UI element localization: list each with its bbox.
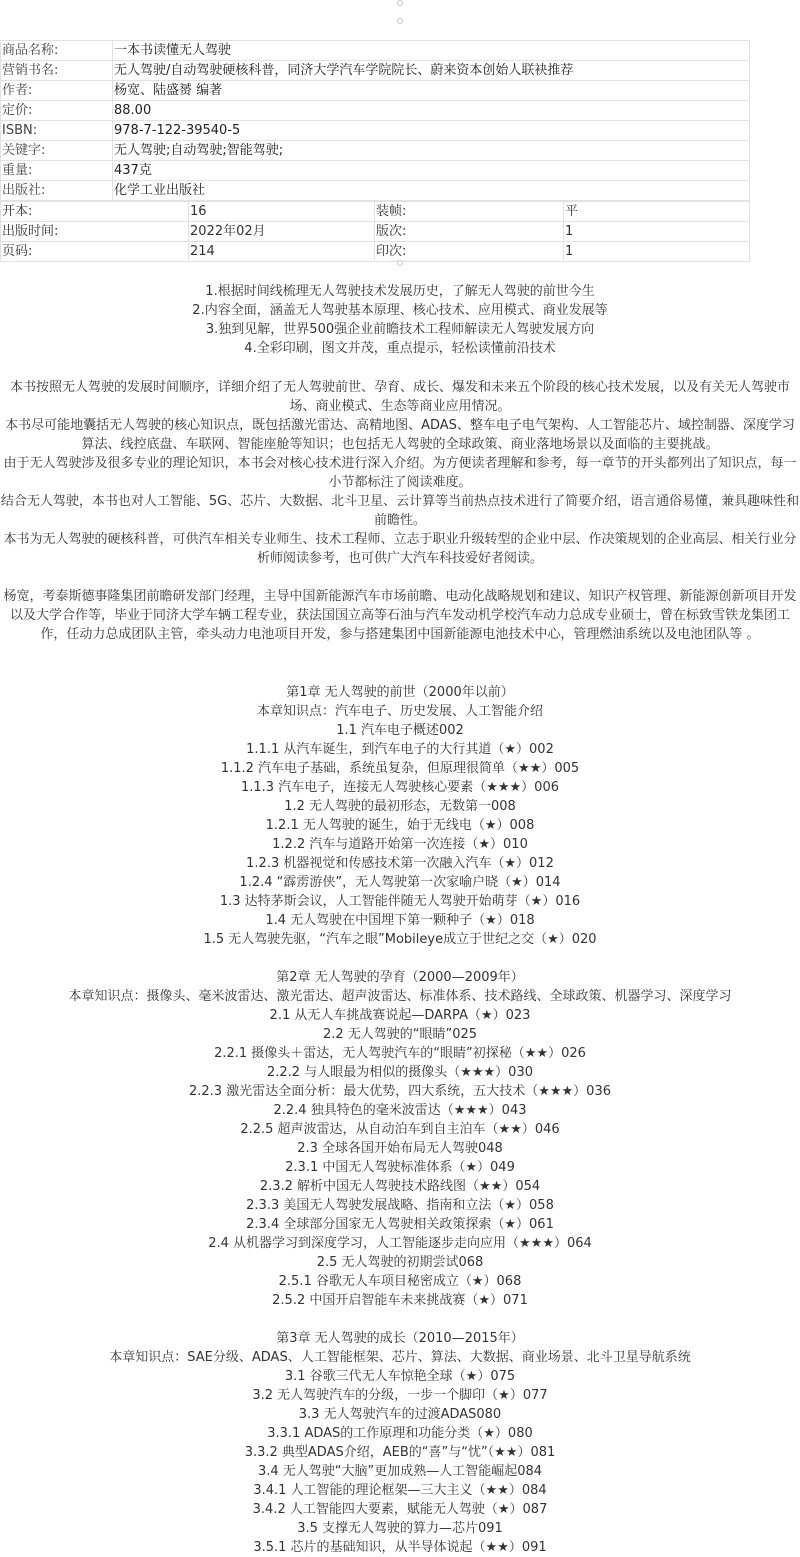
toc-entry: 3.3 无人驾驶汽车的过渡ADAS080 bbox=[298, 1407, 502, 1422]
toc-entry: 3.2 无人驾驶汽车的分级，一步一个脚印（★）077 bbox=[252, 1388, 548, 1403]
description-paragraph: 本书按照无人驾驶的发展时间顺序，详细介绍了无人驾驶前世、孕育、成长、爆发和未来五个阶段的核心技术发展，以及有关无人驾驶市场、商业模式、生态等商业应用情况。 bbox=[9, 380, 790, 414]
detail-label: 出版时间: bbox=[1, 222, 189, 242]
toc-spacer bbox=[0, 949, 800, 968]
description-section bbox=[0, 378, 800, 568]
toc-entry: 第3章 无人驾驶的成长（2010—2015年） bbox=[276, 1331, 524, 1346]
info-label: 重量: bbox=[1, 161, 113, 181]
info-label: 关键字: bbox=[1, 141, 113, 161]
author-bio: 杨宽，考泰斯德事隆集团前瞻研发部门经理，主导中国新能源汽车市场前瞻、电动化战略规划和建议、知识产权管理、新能源创新项目开发以及大学合作等，毕业于同济大学车辆工程专业，获法国国立高等石油与汽车发动机学校汽车动力总成专业硕士，曾在标致雪铁龙集团工作，任动力总成团队主管，牵头动力电池项目开发，参与搭建集团中国新能源电池技术中心，管理燃油系统以及电池团队等 。 bbox=[3, 589, 797, 642]
toc-entry: 2.2.3 激光雷达全面分析：最大优势，四大系统，五大技术（★★★）036 bbox=[189, 1084, 611, 1099]
info-row bbox=[1, 101, 750, 121]
highlight-item: 2.内容全面，涵盖无人驾驶基本原理、核心技术、应用模式、商业发展等 bbox=[192, 303, 608, 318]
detail-value: 平 bbox=[564, 202, 750, 222]
toc-entry: 3.3.2 典型ADAS介绍，AEB的“喜”与“忧”（★★）081 bbox=[244, 1445, 556, 1460]
info-label: ISBN: bbox=[1, 121, 113, 141]
highlights-section bbox=[0, 282, 800, 358]
toc-entry: 2.3.1 中国无人驾驶标准体系（★）049 bbox=[285, 1160, 515, 1175]
toc-entry: 1.5 无人驾驶先驱，“汽车之眼”Mobileye成立于世纪之交（★）020 bbox=[203, 932, 597, 947]
info-row bbox=[1, 121, 750, 141]
toc-entry: 2.3 全球各国开始布局无人驾驶048 bbox=[297, 1141, 503, 1156]
toc-entry: 1.2.2 汽车与道路开始第一次连接（★）010 bbox=[272, 837, 528, 852]
info-value: 978-7-122-39540-5 bbox=[113, 121, 750, 141]
toc-entry: 1.2.1 无人驾驶的诞生，始于无线电（★）008 bbox=[265, 818, 535, 833]
detail-row bbox=[1, 202, 750, 222]
detail-label: 开本: bbox=[1, 202, 189, 222]
toc-entry: 1.2.3 机器视觉和传感技术第一次融入汽车（★）012 bbox=[246, 856, 554, 871]
toc-entry: 2.1 从无人车挑战赛说起—DARPA（★）023 bbox=[269, 1008, 531, 1023]
scroll-handle-icon bbox=[397, 0, 403, 6]
toc-entry: 1.3 达特茅斯会议，人工智能伴随无人驾驶开始萌芽（★）016 bbox=[219, 894, 581, 909]
toc-entry: 3.1 谷歌三代无人车惊艳全球（★）075 bbox=[284, 1369, 516, 1384]
toc-entry: 1.1 汽车电子概述002 bbox=[336, 723, 464, 738]
scroll-handle-icon bbox=[397, 18, 403, 24]
info-value: 无人驾驶;自动驾驶;智能驾驶; bbox=[113, 141, 750, 161]
detail-value: 1 bbox=[564, 222, 750, 242]
toc-entry: 本章知识点：SAE分级、ADAS、人工智能框架、芯片、算法、大数据、商业场景、北斗卫星导航系统 bbox=[109, 1350, 691, 1365]
toc-entry: 1.1.2 汽车电子基础，系统虽复杂，但原理很简单（★★）005 bbox=[220, 761, 580, 776]
toc-entry: 2.2.1 摄像头＋雷达，无人驾驶汽车的“眼睛”初探秘（★★）026 bbox=[214, 1046, 586, 1061]
detail-label: 印次: bbox=[375, 242, 564, 262]
section-divider-icon bbox=[397, 260, 403, 266]
info-value: 一本书读懂无人驾驶 bbox=[113, 41, 750, 61]
info-value: 无人驾驶/自动驾驶硬核科普，同济大学汽车学院院长、蔚来资本创始人联袂推荐 bbox=[113, 61, 750, 81]
info-row bbox=[1, 41, 750, 61]
detail-label: 版次: bbox=[375, 222, 564, 242]
toc-entry: 3.4.1 人工智能的理论框架—三大主义（★★）084 bbox=[253, 1483, 547, 1498]
toc-entry: 2.4 从机器学习到深度学习，人工智能逐步走向应用（★★★）064 bbox=[208, 1236, 592, 1251]
info-row bbox=[1, 161, 750, 181]
toc-entry: 2.5.1 谷歌无人车项目秘密成立（★）068 bbox=[278, 1274, 522, 1289]
toc-entry: 2.2.5 超声波雷达，从自动泊车到自主泊车（★★）046 bbox=[240, 1122, 560, 1137]
detail-value: 16 bbox=[189, 202, 375, 222]
highlight-item: 4.全彩印刷，图文并茂，重点提示，轻松读懂前沿技术 bbox=[244, 341, 556, 356]
description-paragraph: 结合无人驾驶，本书也对人工智能、5G、芯片、大数据、北斗卫星、云计算等当前热点技术进行了简要介绍，语言通俗易懂，兼具趣味性和前瞻性。 bbox=[0, 494, 800, 528]
info-value: 437克 bbox=[113, 161, 750, 181]
toc-entry: 3.3.1 ADAS的工作原理和功能分类（★）080 bbox=[267, 1426, 533, 1441]
highlight-item: 1.根据时间线梳理无人驾驶技术发展历史，了解无人驾驶的前世今生 bbox=[205, 284, 595, 299]
description-paragraph: 由于无人驾驶涉及很多专业的理论知识，本书会对核心技术进行深入介绍。为方便读者理解和参考，每一章节的开头都列出了知识点，每一小节都标注了阅读难度。 bbox=[3, 456, 797, 490]
detail-label: 页码: bbox=[1, 242, 189, 262]
info-value: 88.00 bbox=[113, 101, 750, 121]
product-info-table bbox=[0, 40, 750, 201]
author-bio-section bbox=[0, 587, 800, 644]
info-row bbox=[1, 61, 750, 81]
toc-entry: 2.3.2 解析中国无人驾驶技术路线图（★★）054 bbox=[259, 1179, 541, 1194]
toc-entry: 3.4 无人驾驶“大脑”更加成熟—人工智能崛起084 bbox=[257, 1464, 543, 1479]
toc-entry: 2.5 无人驾驶的初期尝试068 bbox=[316, 1255, 484, 1270]
toc-entry: 2.2 无人驾驶的“眼睛”025 bbox=[322, 1027, 478, 1042]
toc-entry: 本章知识点：摄像头、毫米波雷达、激光雷达、超声波雷达、标准体系、技术路线、全球政策、机器学习、深度学习 bbox=[68, 989, 732, 1004]
description-paragraph: 本书尽可能地囊括无人驾驶的核心知识点，既包括激光雷达、高精地图、ADAS、整车电子电气架构、人工智能芯片、域控制器、深度学习算法、线控底盘、车联网、智能座舱等知识；也包括无人驾驶的全球政策、商业落地场景以及面临的主要挑战。 bbox=[5, 418, 795, 452]
toc-entry: 1.2.4 “霹雳游侠”，无人驾驶第一次家喻户晓（★）014 bbox=[239, 875, 561, 890]
toc-entry: 2.3.3 美国无人驾驶发展战略、指南和立法（★）058 bbox=[246, 1198, 554, 1213]
detail-value: 1 bbox=[564, 242, 750, 262]
detail-value: 214 bbox=[189, 242, 375, 262]
toc-spacer bbox=[0, 1310, 800, 1329]
toc-entry: 2.5.2 中国开启智能车未来挑战赛（★）071 bbox=[272, 1293, 528, 1308]
toc-entry: 2.2.4 独具特色的毫米波雷达（★★★）043 bbox=[273, 1103, 527, 1118]
description-paragraph: 本书为无人驾驶的硬核科普，可供汽车相关专业师生、技术工程师、立志于职业升级转型的企业中层、作决策规划的企业高层、相关行业分析师阅读参考，也可供广大汽车科技爱好者阅读。 bbox=[3, 532, 797, 566]
info-row bbox=[1, 81, 750, 101]
info-row bbox=[1, 181, 750, 201]
info-label: 商品名称: bbox=[1, 41, 113, 61]
toc-entry: 第1章 无人驾驶的前世（2000年以前） bbox=[286, 685, 514, 700]
table-of-contents bbox=[0, 683, 800, 1557]
toc-entry: 1.1.3 汽车电子，连接无人驾驶核心要素（★★★）006 bbox=[241, 780, 559, 795]
info-label: 作者: bbox=[1, 81, 113, 101]
info-label: 营销书名: bbox=[1, 61, 113, 81]
toc-entry: 3.5.1 芯片的基础知识，从半导体说起（★★）091 bbox=[253, 1540, 547, 1555]
toc-entry: 3.5 支撑无人驾驶的算力—芯片091 bbox=[297, 1521, 503, 1536]
toc-entry: 1.1.1 从汽车诞生，到汽车电子的大行其道（★）002 bbox=[246, 742, 554, 757]
detail-row bbox=[1, 242, 750, 262]
toc-entry: 1.2 无人驾驶的最初形态，无数第一008 bbox=[284, 799, 516, 814]
detail-label: 装帧: bbox=[375, 202, 564, 222]
toc-entry: 第2章 无人驾驶的孕育（2000—2009年） bbox=[276, 970, 524, 985]
toc-entry: 2.2.2 与人眼最为相似的摄像头（★★★）030 bbox=[267, 1065, 533, 1080]
toc-entry: 1.4 无人驾驶在中国埋下第一颗种子（★）018 bbox=[265, 913, 535, 928]
product-details-table bbox=[0, 201, 750, 262]
info-value: 杨宽、陆盛赟 编著 bbox=[113, 81, 750, 101]
toc-entry: 2.3.4 全球部分国家无人驾驶相关政策探索（★）061 bbox=[246, 1217, 554, 1232]
info-value: 化学工业出版社 bbox=[113, 181, 750, 201]
info-row bbox=[1, 141, 750, 161]
highlight-item: 3.独到见解，世界500强企业前瞻技术工程师解读无人驾驶发展方向 bbox=[205, 322, 595, 337]
toc-entry: 3.4.2 人工智能四大要素，赋能无人驾驶（★）087 bbox=[252, 1502, 548, 1517]
detail-row bbox=[1, 222, 750, 242]
info-label: 出版社: bbox=[1, 181, 113, 201]
toc-entry: 本章知识点：汽车电子、历史发展、人工智能介绍 bbox=[256, 704, 543, 719]
detail-value: 2022年02月 bbox=[189, 222, 375, 242]
info-label: 定价: bbox=[1, 101, 113, 121]
